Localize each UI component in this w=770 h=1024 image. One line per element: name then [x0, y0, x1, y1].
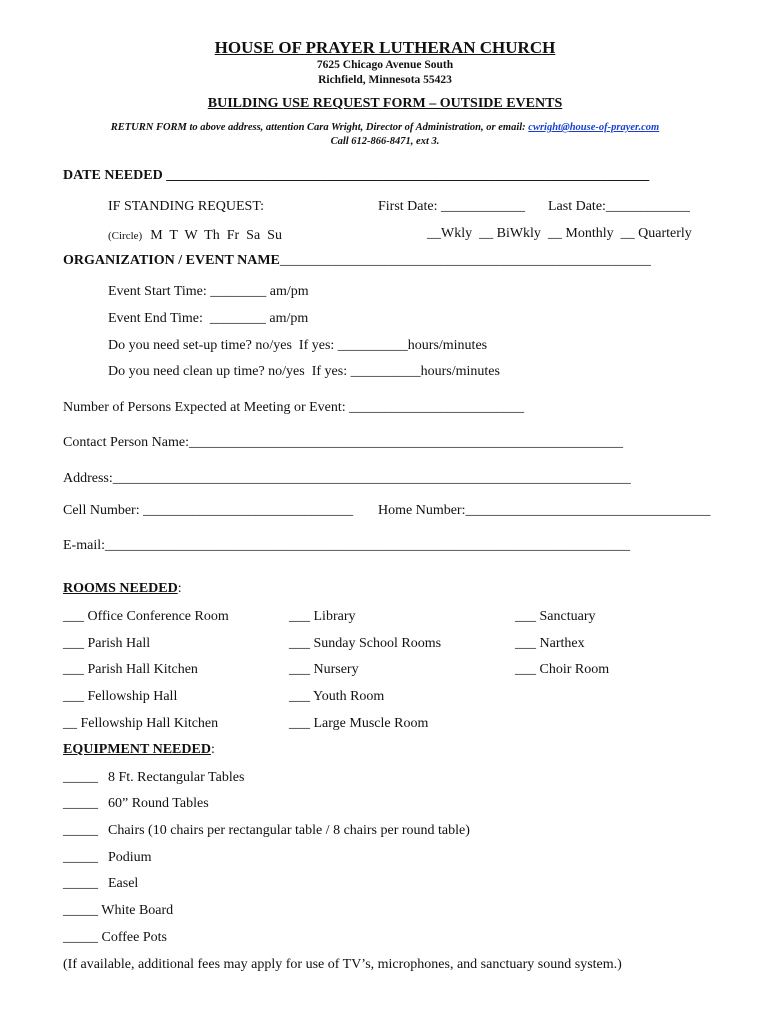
equipment-item-coffee-pots[interactable]: _____ Coffee Pots: [63, 930, 167, 945]
room-youth-room[interactable]: ___ Youth Room: [289, 689, 385, 704]
equipment-blank[interactable]: _____: [63, 876, 98, 891]
persons-expected-field[interactable]: Number of Persons Expected at Meeting or Event: _________________________: [63, 400, 525, 415]
equipment-label: 60” Round Tables: [108, 796, 209, 811]
cell-number-field[interactable]: Cell Number: ______________________________: [63, 503, 354, 518]
return-note: [0, 122, 770, 133]
room-sunday-school[interactable]: ___ Sunday School Rooms: [289, 636, 442, 651]
last-date-field[interactable]: Last Date:____________: [548, 199, 690, 214]
equipment-item-podium[interactable]: [63, 850, 152, 866]
equipment-heading-colon: :: [210, 742, 215, 757]
equipment-label: Easel: [108, 876, 139, 891]
page-title: HOUSE OF PRAYER LUTHERAN CHURCH: [214, 38, 556, 57]
event-start-time-field[interactable]: Event Start Time: ________ am/pm: [108, 284, 309, 299]
address-field[interactable]: Address:__________________________________________________________________________: [63, 471, 631, 486]
circle-label: (Circle): [108, 230, 143, 242]
home-number-field[interactable]: Home Number:___________________________________: [378, 503, 711, 518]
equipment-blank[interactable]: _____: [63, 796, 98, 811]
email-link[interactable]: cwright@house-of-prayer.com: [528, 122, 660, 133]
organization-line[interactable]: _____________________________________________________: [279, 253, 651, 268]
setup-time-field[interactable]: Do you need set-up time? no/yes If yes: __________hours/minutes: [108, 338, 488, 353]
room-parish-hall[interactable]: ___ Parish Hall: [63, 636, 151, 651]
equipment-item-white-board[interactable]: _____ White Board: [63, 903, 174, 918]
email-field[interactable]: E-mail:___________________________________________________________________________: [63, 538, 630, 553]
equipment-heading: [63, 742, 215, 758]
room-nursery[interactable]: ___ Nursery: [289, 662, 359, 677]
equipment-item-round-tables[interactable]: [63, 796, 209, 812]
equipment-heading-text: EQUIPMENT NEEDED: [63, 742, 211, 757]
equipment-item-easel[interactable]: [63, 876, 139, 892]
form-title: BUILDING USE REQUEST FORM – OUTSIDE EVENTS: [207, 96, 563, 111]
equipment-label: 8 Ft. Rectangular Tables: [108, 770, 245, 785]
address-line-1: 7625 Chicago Avenue South: [316, 59, 454, 71]
organization-field[interactable]: [63, 253, 651, 269]
room-fellowship-hall[interactable]: ___ Fellowship Hall: [63, 689, 178, 704]
first-date-field[interactable]: First Date: ____________: [378, 199, 525, 214]
date-needed-field[interactable]: DATE NEEDED _____________________________________________________________________: [63, 168, 650, 183]
room-library[interactable]: ___ Library: [289, 609, 356, 624]
equipment-label: Chairs (10 chairs per rectangular table / 8 chairs per round table): [108, 823, 470, 838]
address-line-2: Richfield, Minnesota 55423: [318, 74, 452, 86]
room-narthex[interactable]: ___ Narthex: [515, 636, 585, 651]
event-end-time-field[interactable]: Event End Time: ________ am/pm: [108, 311, 309, 326]
cleanup-time-field[interactable]: Do you need clean up time? no/yes If yes: __________hours/minutes: [108, 364, 500, 379]
rooms-heading-colon: :: [177, 581, 182, 596]
room-office-conference[interactable]: ___ Office Conference Room: [63, 609, 229, 624]
organization-label: ORGANIZATION / EVENT NAME: [63, 253, 280, 268]
equipment-label: Podium: [108, 850, 152, 865]
equipment-blank[interactable]: _____: [63, 823, 98, 838]
standing-request-label: IF STANDING REQUEST:: [108, 199, 265, 214]
room-parish-hall-kitchen[interactable]: ___ Parish Hall Kitchen: [63, 662, 198, 677]
room-fellowship-hall-kitchen[interactable]: __ Fellowship Hall Kitchen: [63, 716, 219, 731]
room-choir-room[interactable]: ___ Choir Room: [515, 662, 610, 677]
days-row: [108, 226, 282, 244]
equipment-item-rect-tables[interactable]: [63, 770, 245, 786]
frequency-options[interactable]: __Wkly __ BiWkly __ Monthly __ Quarterly: [427, 226, 692, 241]
rooms-heading: [63, 581, 182, 597]
days-options[interactable]: M T W Th Fr Sa Su: [150, 228, 282, 243]
equipment-blank[interactable]: _____: [63, 770, 98, 785]
equipment-item-chairs[interactable]: [63, 823, 470, 839]
room-large-muscle[interactable]: ___ Large Muscle Room: [289, 716, 429, 731]
equipment-footnote: (If available, additional fees may apply for use of TV’s, microphones, and sanctuary sound system.): [63, 957, 622, 972]
room-sanctuary[interactable]: ___ Sanctuary: [515, 609, 596, 624]
contact-name-field[interactable]: Contact Person Name:______________________________________________________________: [63, 435, 623, 450]
rooms-heading-text: ROOMS NEEDED: [63, 581, 178, 596]
call-note: Call 612-866-8471, ext 3.: [330, 136, 440, 147]
return-note-text: RETURN FORM to above address, attention Cara Wright, Director of Administration, or email:: [110, 122, 529, 133]
equipment-blank[interactable]: _____: [63, 850, 98, 865]
